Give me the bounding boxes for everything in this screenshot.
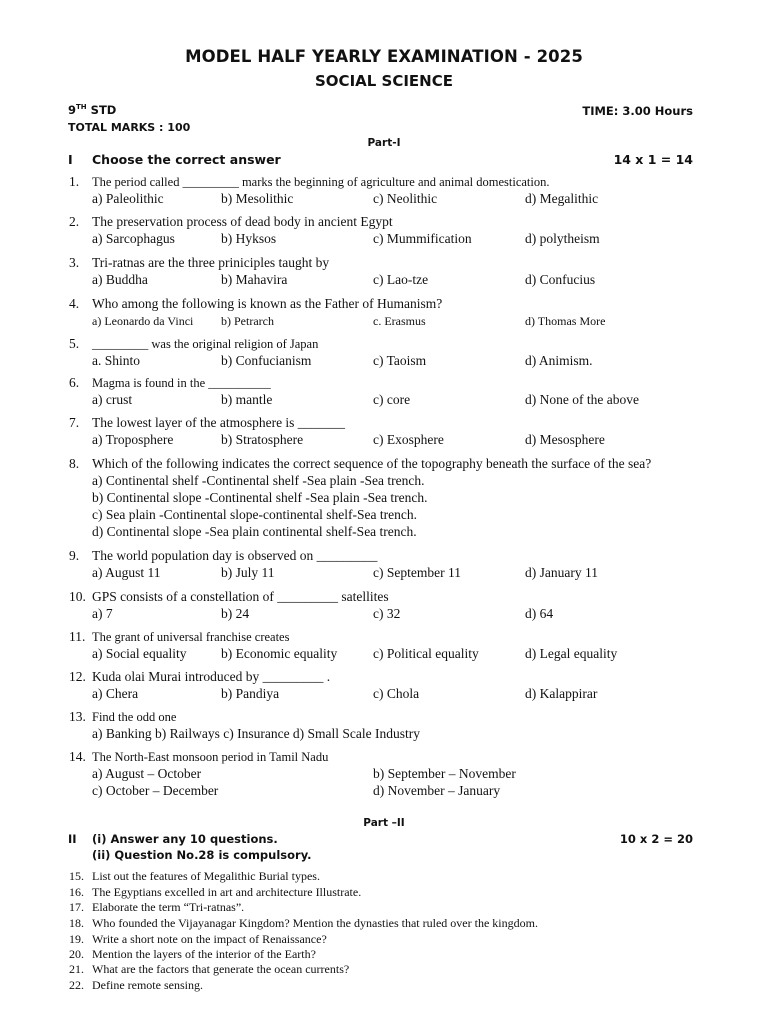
- options-row: [92, 272, 692, 289]
- options-row: [92, 231, 692, 248]
- option-d: d) Kalappirar: [525, 686, 598, 701]
- option-d: d) Mesosphere: [525, 432, 605, 447]
- standard-number: 9: [68, 103, 77, 117]
- question-text: Write a short note on the impact of Renaissance?: [92, 932, 327, 946]
- option-a: a. Shinto: [92, 353, 141, 368]
- question-text: Define remote sensing.: [92, 978, 203, 992]
- question-text: The grant of universal franchise creates: [92, 630, 290, 644]
- question-number: 16.: [69, 885, 84, 899]
- option-a: a) Social equality: [92, 646, 187, 661]
- question-number: 14.: [69, 749, 86, 764]
- section-1-instruction: Choose the correct answer: [92, 152, 281, 167]
- question-text: Who founded the Vijayanagar Kingdom? Mention the dynasties that ruled over the kingdom.: [92, 916, 538, 930]
- option-a: a) Continental shelf -Continental shelf -Sea plain -Sea trench.: [92, 473, 425, 488]
- option-c: c) Taoism: [373, 353, 427, 368]
- option-c: c) 32: [373, 606, 401, 621]
- options-row: [92, 646, 692, 663]
- option-a: a) Paleolithic: [92, 191, 164, 206]
- standard-label: [68, 103, 116, 117]
- question-text: The lowest layer of the atmosphere is _______: [92, 415, 346, 430]
- total-marks-label: TOTAL MARKS : 100: [68, 121, 191, 134]
- question-22: [0, 978, 768, 994]
- question-number: 5.: [69, 336, 80, 351]
- section-1-marks: 14 x 1 = 14: [613, 152, 693, 167]
- question-20: [0, 947, 768, 963]
- option-a: a) crust: [92, 392, 133, 407]
- question-text: Find the odd one: [92, 710, 177, 724]
- option-c: c. Erasmus: [373, 314, 426, 328]
- question-number: 2.: [69, 214, 80, 229]
- question-text: The world population day is observed on _________: [92, 548, 378, 563]
- option-b: b) Stratosphere: [221, 432, 304, 447]
- question-21: [0, 962, 768, 978]
- question-number: 13.: [69, 709, 86, 724]
- question-19: [0, 932, 768, 948]
- option-b: b) Petrarch: [221, 314, 274, 328]
- question-number: 20.: [69, 947, 84, 961]
- question-number: 18.: [69, 916, 84, 930]
- option-c: c) Exosphere: [373, 432, 444, 447]
- question-number: 6.: [69, 375, 80, 390]
- question-text: List out the features of Megalithic Burial types.: [92, 869, 320, 883]
- option-d: d) None of the above: [525, 392, 639, 407]
- options-row: [92, 353, 692, 370]
- option-a: a) August 11: [92, 565, 161, 580]
- section-2-marks: 10 x 2 = 20: [619, 832, 693, 846]
- option-d: d) Thomas More: [525, 314, 606, 328]
- option-b: b) Mahavira: [221, 272, 288, 287]
- option-c: c) Lao-tze: [373, 272, 429, 287]
- question-18: [0, 916, 768, 932]
- question-text: Kuda olai Murai introduced by _________ .: [92, 669, 331, 684]
- option-b: b) Economic equality: [221, 646, 338, 661]
- option-b: b) September – November: [373, 766, 516, 781]
- question-text: _________ was the original religion of Japan: [92, 337, 319, 351]
- option-b: b) Hyksos: [221, 231, 277, 246]
- option-c: c) Sea plain -Continental slope-continental shelf-Sea trench.: [92, 507, 418, 522]
- options-row: [92, 191, 692, 208]
- question-number: 10.: [69, 589, 86, 604]
- option-a: a) August – October: [92, 766, 202, 781]
- option-a: a) 7: [92, 606, 113, 621]
- option-b: b) Confucianism: [221, 353, 312, 368]
- question-number: 9.: [69, 548, 80, 563]
- subject-title: SOCIAL SCIENCE: [315, 72, 453, 90]
- option-c: c) Chola: [373, 686, 420, 701]
- option-c: c) Political equality: [373, 646, 479, 661]
- option-b: b) Mesolithic: [221, 191, 294, 206]
- question-16: [0, 885, 768, 901]
- option-d: d) Animism.: [525, 353, 593, 368]
- question-text: What are the factors that generate the ocean currents?: [92, 962, 350, 976]
- option-d: d) 64: [525, 606, 554, 621]
- option-d: d) Confucius: [525, 272, 596, 287]
- option-d: d) Megalithic: [525, 191, 599, 206]
- option-d: d) January 11: [525, 565, 598, 580]
- option-d: d) Legal equality: [525, 646, 618, 661]
- time-label: TIME: 3.00 Hours: [582, 104, 693, 118]
- options-row: [92, 392, 692, 409]
- option-c: c) core: [373, 392, 411, 407]
- section-1-number: I: [68, 152, 73, 167]
- options-row: [92, 686, 692, 703]
- question-number: 22.: [69, 978, 84, 992]
- options-row: [92, 314, 692, 331]
- question-text: GPS consists of a constellation of _________ satellites: [92, 589, 389, 604]
- question-text: The North-East monsoon period in Tamil Nadu: [92, 750, 329, 764]
- question-text: Which of the following indicates the correct sequence of the topography beneath the surface of the sea?: [92, 456, 652, 471]
- options-line: a) Banking b) Railways c) Insurance d) Small Scale Industry: [92, 726, 421, 741]
- option-c: c) Mummification: [373, 231, 472, 246]
- question-number: 7.: [69, 415, 80, 430]
- option-b: b) Continental slope -Continental shelf -Sea plain -Sea trench.: [92, 490, 428, 505]
- question-number: 8.: [69, 456, 80, 471]
- question-number: 19.: [69, 932, 84, 946]
- options-row: [92, 565, 692, 582]
- standard-suffix: STD: [86, 103, 117, 117]
- option-a: a) Troposphere: [92, 432, 174, 447]
- question-number: 12.: [69, 669, 86, 684]
- section-2-instruction-2: (ii) Question No.28 is compulsory.: [92, 848, 312, 862]
- options-row: [92, 606, 692, 623]
- option-b: b) Pandiya: [221, 686, 280, 701]
- option-d: d) Continental slope -Sea plain continental shelf-Sea trench.: [92, 524, 417, 539]
- question-17: [0, 900, 768, 916]
- question-text: Elaborate the term “Tri-ratnas”.: [92, 900, 245, 914]
- question-number: 4.: [69, 296, 80, 311]
- option-b: b) mantle: [221, 392, 273, 407]
- question-number: 11.: [69, 629, 86, 644]
- option-b: b) July 11: [221, 565, 275, 580]
- question-number: 15.: [69, 869, 84, 883]
- question-text: Magma is found in the __________: [92, 376, 271, 390]
- section-2-number: II: [68, 832, 77, 846]
- question-text: Mention the layers of the interior of the Earth?: [92, 947, 316, 961]
- question-text: The preservation process of dead body in ancient Egypt: [92, 214, 393, 229]
- option-a: a) Sarcophagus: [92, 231, 175, 246]
- option-c: c) September 11: [373, 565, 461, 580]
- part-1-title: Part-I: [367, 137, 401, 149]
- standard-superscript: TH: [76, 103, 87, 112]
- option-d: d) November – January: [373, 783, 501, 798]
- options-row: [92, 432, 692, 449]
- question-text: Who among the following is known as the Father of Humanism?: [92, 296, 443, 311]
- question-text: The Egyptians excelled in art and architecture Illustrate.: [92, 885, 362, 899]
- options-row: [92, 766, 692, 783]
- option-d: d) polytheism: [525, 231, 600, 246]
- question-number: 1.: [69, 174, 80, 189]
- option-a: a) Leonardo da Vinci: [92, 314, 194, 328]
- question-15: [0, 869, 768, 885]
- option-c: c) October – December: [92, 783, 219, 798]
- question-number: 17.: [69, 900, 84, 914]
- option-b: b) 24: [221, 606, 250, 621]
- section-2-instruction-1: (i) Answer any 10 questions.: [92, 832, 278, 846]
- question-text: Tri-ratnas are the three priniciples taught by: [92, 255, 330, 270]
- part-2-title: Part –II: [363, 817, 405, 829]
- question-text: The period called _________ marks the beginning of agriculture and animal domestication.: [92, 175, 550, 189]
- question-number: 21.: [69, 962, 84, 976]
- options-row: [92, 783, 692, 800]
- question-number: 3.: [69, 255, 80, 270]
- option-a: a) Buddha: [92, 272, 148, 287]
- option-c: c) Neolithic: [373, 191, 438, 206]
- exam-title: MODEL HALF YEARLY EXAMINATION - 2025: [185, 47, 583, 66]
- option-a: a) Chera: [92, 686, 139, 701]
